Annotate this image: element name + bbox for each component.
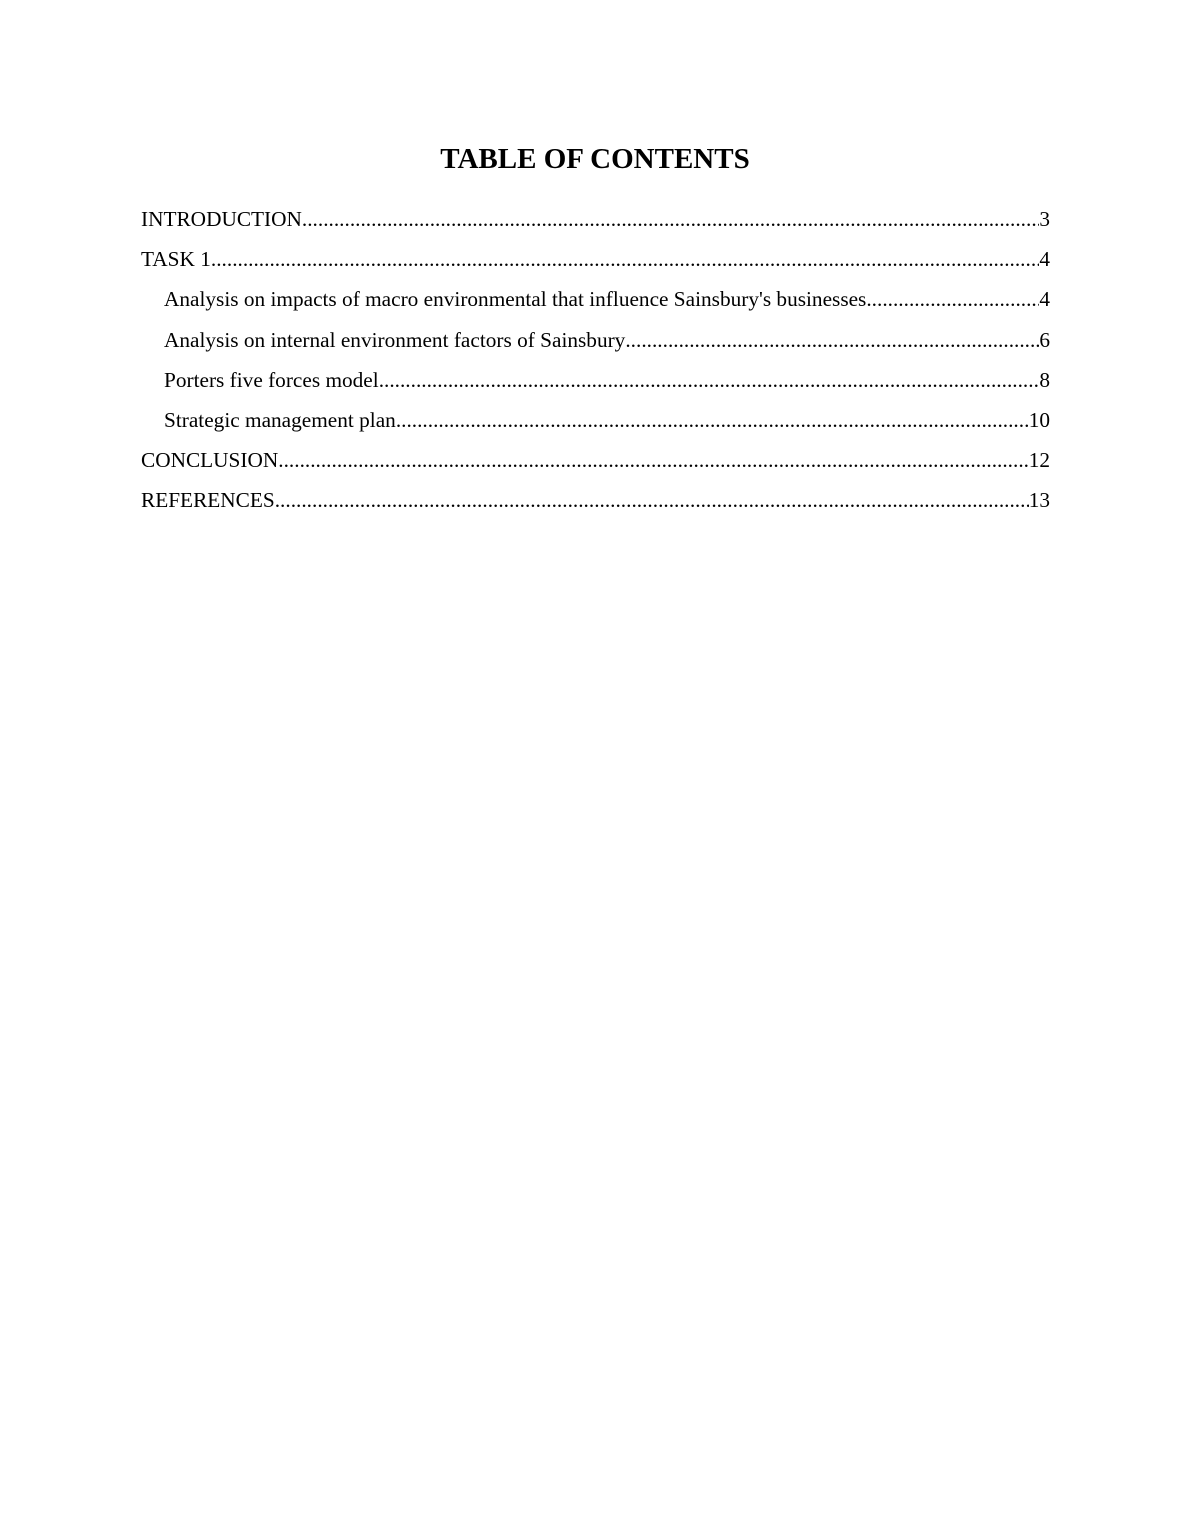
toc-list: [141, 203, 1050, 525]
toc-entry-label: Porters five forces model: [164, 367, 379, 392]
toc-entry-label: Strategic management plan: [164, 407, 396, 432]
toc-dot-leader: [302, 203, 1039, 235]
toc-entry-label: TASK 1: [141, 247, 211, 272]
toc-entry-internal-environment[interactable]: [141, 324, 1050, 364]
toc-entry-label: REFERENCES: [141, 488, 275, 513]
toc-page-number: 10: [1028, 407, 1050, 432]
toc-entry-strategic-plan[interactable]: [141, 404, 1050, 444]
toc-title: TABLE OF CONTENTS: [440, 143, 750, 175]
toc-page-number: 4: [1039, 287, 1050, 312]
toc-dot-leader: [866, 283, 1039, 315]
toc-entry-label: CONCLUSION: [141, 448, 279, 473]
toc-entry-label: INTRODUCTION: [141, 207, 302, 231]
toc-page-number: 8: [1039, 367, 1050, 392]
toc-dot-leader: [278, 444, 1028, 476]
toc-entry-introduction[interactable]: [141, 203, 1050, 243]
toc-dot-leader: [211, 243, 1039, 275]
toc-entry-label: Analysis on internal environment factors of Sainsbury: [164, 327, 626, 352]
toc-entry-porters-five-forces[interactable]: [141, 364, 1050, 404]
toc-entry-macro-environment[interactable]: [141, 283, 1050, 323]
toc-page-number: 6: [1039, 327, 1050, 352]
toc-page-number: 3: [1039, 207, 1050, 231]
toc-page-number: 13: [1028, 488, 1050, 513]
toc-dot-leader: [275, 484, 1029, 516]
toc-entry-references[interactable]: [141, 484, 1050, 524]
toc-page-number: 4: [1039, 247, 1050, 272]
toc-dot-leader: [396, 404, 1029, 436]
toc-entry-conclusion[interactable]: [141, 444, 1050, 484]
toc-dot-leader: [625, 324, 1039, 356]
toc-entry-label: Analysis on impacts of macro environmental that influence Sainsbury's businesses: [164, 287, 867, 312]
toc-entry-task-1[interactable]: [141, 243, 1050, 283]
toc-dot-leader: [379, 364, 1040, 396]
toc-page-number: 12: [1028, 448, 1050, 473]
